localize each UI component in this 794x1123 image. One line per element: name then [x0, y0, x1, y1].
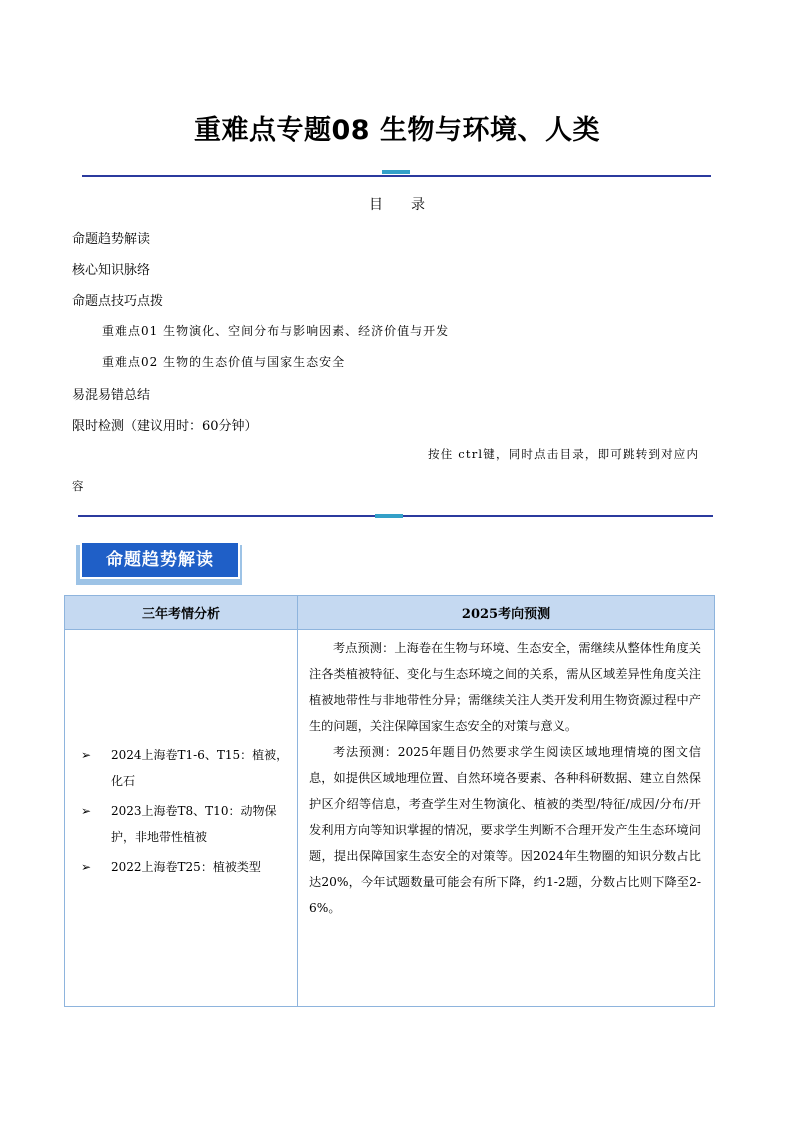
forecast-paragraph-methods: 考法预测：2025年题目仍然要求学生阅读区域地理情境的图文信息，如提供区域地理位置、自然环境各要素、各种科研数据、建立自然保护区介绍等信息，考查学生对生物演化、植被的类型/特征/成因/分布/开发利用方向等知识掌握的情况，要求学生判断不合理开发产生生态环境问题，提出保障国家生态安全的对策等。因2024年生物圈的知识分数占比达20%，今年试题数量可能会有所下降，约1-2题，分数占比则下降至2-6%。: [309, 745, 701, 915]
arrow-bullet-icon: ➢: [81, 860, 92, 874]
exam-item-2024: 2024上海卷T1-6、T15：植被，化石: [111, 748, 289, 788]
toc-heading: 目录: [369, 197, 453, 213]
toc-item-mistakes[interactable]: 易混易错总结: [72, 388, 151, 403]
list-item: [81, 854, 296, 880]
arrow-bullet-icon: ➢: [81, 804, 92, 818]
forecast-cell: [298, 630, 715, 1007]
header-2025-forecast: 2025考向预测: [298, 596, 715, 630]
ctrl-click-note: 按住 ctrl键，同时点击目录，即可跳转到对应内: [428, 447, 700, 461]
toc-item-trend[interactable]: 命题趋势解读: [72, 232, 151, 247]
table-row: [65, 630, 715, 1007]
toc-item-test[interactable]: 限时检测（建议用时：60分钟）: [72, 419, 258, 434]
toc-subitem-01[interactable]: 重难点01 生物演化、空间分布与影响因素、经济价值与开发: [102, 324, 450, 338]
three-year-cell: [65, 630, 298, 1007]
toc-item-skills[interactable]: 命题点技巧点拨: [72, 294, 164, 309]
table-header-row: [65, 596, 715, 630]
exam-item-2022: 2022上海卷T25：植被类型: [111, 860, 261, 874]
exam-list: [81, 742, 296, 884]
title-divider: [82, 175, 711, 177]
toc-subitem-02[interactable]: 重难点02 生物的生态价值与国家生态安全: [102, 355, 346, 369]
exam-item-2023: 2023上海卷T8、T10：动物保护，非地带性植被: [111, 804, 277, 844]
trend-table: [64, 595, 715, 1007]
section-label-text: 命题趋势解读: [80, 541, 240, 579]
arrow-bullet-icon: ➢: [81, 748, 92, 762]
section-label-trend: [76, 541, 242, 585]
header-three-year: 三年考情分析: [65, 596, 298, 630]
toc-item-knowledge[interactable]: 核心知识脉络: [72, 263, 151, 278]
document-title: 重难点专题08 生物与环境、人类: [194, 115, 600, 146]
title-divider-accent: [382, 170, 410, 174]
toc-divider-accent: [375, 514, 403, 518]
forecast-paragraph-points: 考点预测：上海卷在生物与环境、生态安全，需继续从整体性角度关注各类植被特征、变化与生态环境之间的关系，需从区域差异性角度关注植被地带性与非地带性分异；需继续关注人类开发利用生物资源过程中产生的问题，关注保障国家生态安全的对策与意义。: [309, 641, 701, 733]
ctrl-click-note-cont: 容: [72, 479, 85, 493]
list-item: [81, 798, 296, 850]
list-item: [81, 742, 296, 794]
